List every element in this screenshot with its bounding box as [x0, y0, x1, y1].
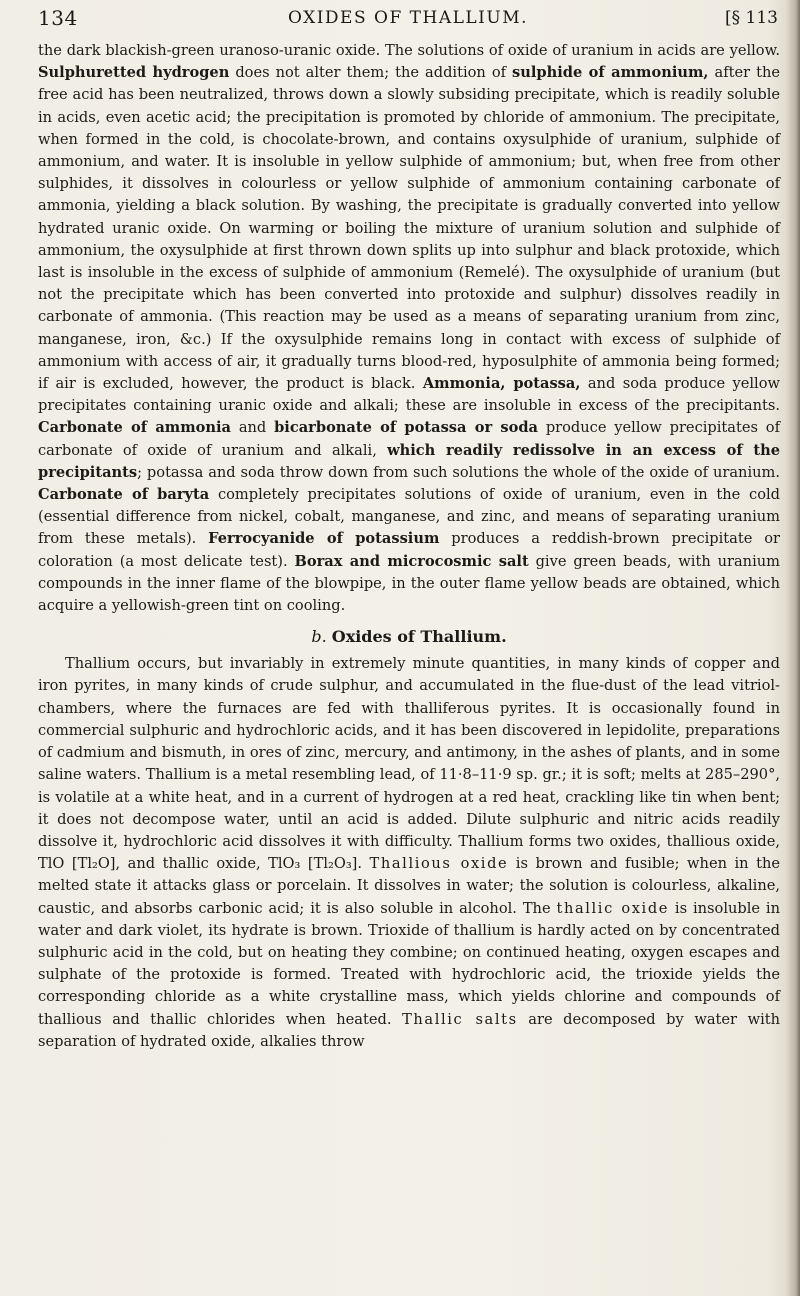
- text-run: and: [231, 419, 275, 437]
- reagent-ferrocyanide: Ferrocyanide of potassium: [208, 530, 440, 548]
- text-run: does not alter them; the addition of: [229, 64, 513, 82]
- reagent-sulphide-of-ammonium: sulphide of ammonium,: [512, 64, 709, 82]
- term-thallious-oxide: Thallious oxide: [369, 855, 509, 873]
- thallium-paragraph: [38, 653, 780, 1053]
- reagent-sulphuretted-hydrogen: Sulphuretted hydrogen: [38, 64, 230, 82]
- text-run: produce yellow precipitates of carbonate of oxide of uranium and alkali,: [38, 419, 780, 459]
- text-run: the dark blackish-green uranoso-uranic oxide. The solutions of oxide of uranium in acids are yellow.: [38, 42, 780, 59]
- text-run: is brown and fusible; when in the melted state it attacks glass or porcelain. It dissolves in water; the solution is colourless, alkaline, caustic, and absorbs carbonic acid; it is also soluble in alcohol. The: [38, 855, 781, 917]
- term-thallic-salts: Thallic salts: [402, 1010, 518, 1028]
- text-run: are decomposed by water with separation of hydrated oxide, alkalies throw: [38, 1010, 781, 1050]
- section-heading: [38, 626, 780, 648]
- reagent-borax-microcosmic-salt: Borax and microcosmic salt: [294, 552, 529, 570]
- term-thallic-oxide: thallic oxide: [556, 899, 670, 917]
- text-run: produces a reddish-brown precipitate or coloration (a most delicate test).: [38, 530, 781, 570]
- reagent-carbonate-of-baryta: Carbonate of baryta: [38, 486, 210, 504]
- text-run: after the free acid has been neutralized, throws down a slowly subsiding precipitate, which is readily soluble in acids, even acetic acid; the precipitation is promoted by chloride of ammonium. The precipitate, when formed in the cold, is chocolate-brown, and contains oxysulphide of uranium, sulphide of ammonium, and water. It is insoluble in yellow sulphide of ammonium; but, when free from other sulphides, it dissolves in colourless or yellow sulphide of ammonium containing carbonate of ammonia, yielding a black solution. By washing, the precipitate is gradually converted into yellow hydrated uranic oxide. On warming or boiling the mixture of uranium solution and sulphide of ammonium, the oxysulphide at first thrown down splits up into sulphur and black protoxide, which last is insoluble in the excess of sulphide of ammonium (Remelé). The oxysulphide of uranium (but not the precipitate which has been converted into protoxide and sulphur) dissolves readily in carbonate of ammonia. (This reaction may be used as a means of separating uranium from zinc, manganese, iron, &c.) If the oxysulphide remains long in contact with excess of sulphide of ammonium with access of air, it gradually turns blood-red, hyposulphite of ammonia being formed; if air is excluded, however, the product is black.: [38, 64, 780, 393]
- reagent-ammonia-potassa: Ammonia, potassa,: [422, 375, 581, 393]
- reagent-bicarbonate: bicarbonate of potassa or soda: [274, 419, 539, 437]
- page-header: [38, 6, 778, 36]
- page-number: 134: [38, 6, 78, 30]
- section-letter: b.: [311, 627, 327, 647]
- text-run: Thallium occurs, but invariably in extremely minute quantities, in many kinds of copper and iron pyrites, in many kinds of crude sulphur, and accumulated in the flue-dust of the lead vitriol-chambers, where the furnaces are fed with thalliferous pyrites. It is occasionally found in commercial sulphuric and hydrochloric acids, and it has been discovered in lepidolite, preparations of cadmium and bismuth, in ores of zinc, mercury, and antimony, in the ashes of plants, and in some saline waters. Thallium is a metal resembling lead, of 11·8–11·9 sp. gr.; it is soft; melts at 285–290°, is volatile at a white heat, and in a current of hydrogen at a red heat, crackling like tin when bent; it does not decompose water, until an acid is added. Dilute sulphuric and nitric acids readily dissolve it, hydrochloric acid dissolves it with difficulty. Thallium forms two oxides, thallious oxide, TlO [Tl₂O], and thallic oxide, TlO₃ [Tl₂O₃].: [38, 655, 780, 873]
- text-run: and soda produce yellow precipitates containing uranic oxide and alkali; these are insoluble in excess of the precipitants.: [38, 375, 780, 415]
- section-number: [§ 113: [725, 8, 778, 28]
- running-title: OXIDES OF THALLIUM.: [287, 8, 529, 28]
- uranium-paragraph: [38, 40, 780, 617]
- section-title: Oxides of Thallium.: [331, 627, 507, 647]
- text-run: is insoluble in water and dark violet, its hydrate is brown. Trioxide of thallium is hardly acted on by concentrated sulphuric acid in the cold, but on heating they combine; on continued heating, oxygen escapes and sulphate of the protoxide is formed. Treated with hydrochloric acid, the trioxide yields the corresponding chloride as a white crystalline mass, which yields chlorine and compounds of thallious and thallic chlorides when heated.: [38, 899, 780, 1028]
- text-run: ; potassa and soda throw down from such solutions the whole of the oxide of uranium.: [137, 463, 780, 481]
- text-run: give green beads, with uranium compounds in the inner flame of the blowpipe, in the outer flame yellow beads are obtained, which acquire a yellowish-green tint on cooling.: [38, 552, 780, 615]
- reagent-carbonate-of-ammonia: Carbonate of ammonia: [38, 419, 232, 437]
- text-run: completely precipitates solutions of oxide of uranium, even in the cold (essential difference from nickel, cobalt, manganese, and zinc, and means of separating uranium from these metals).: [38, 486, 781, 548]
- emphasis-redissolve: which readily redissolve in an excess of the precipitants: [38, 441, 780, 481]
- page-edge-shadow: [786, 0, 800, 1296]
- page-body: [38, 40, 780, 1053]
